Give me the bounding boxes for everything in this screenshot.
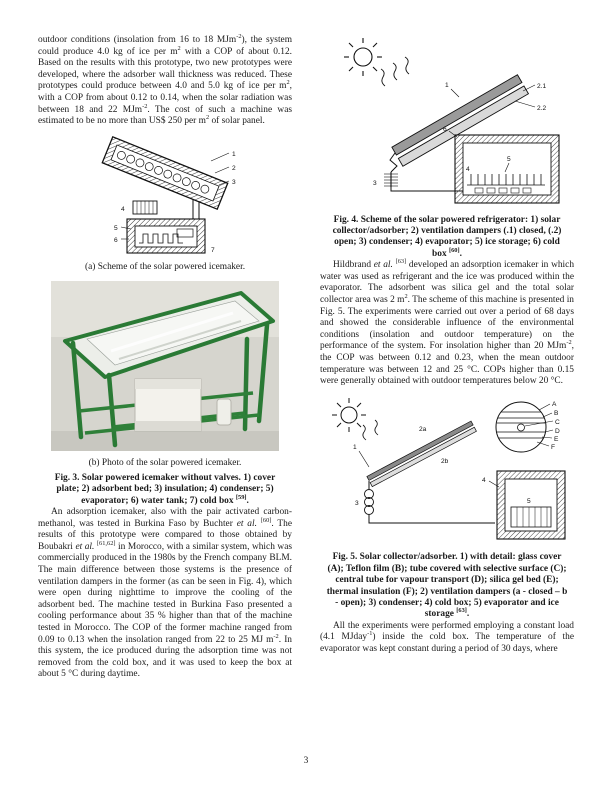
fig3a-label-4: 4 bbox=[121, 205, 125, 213]
fig4-label-1: 1 bbox=[445, 82, 449, 89]
fig4-caption: Fig. 4. Scheme of the solar powered refrigerator: 1) solar collector/adsorber; 2) ventilation dampers (.1) closed, (.2) open; 3) condenser; 4) evaporator; 5) ice storage; 6) cold box [60]. bbox=[332, 214, 562, 259]
paragraph-adsorption-icemaker: An adsorption icemaker, also with the pair activated carbon-methanol, was tested in Burkina Faso by Buchter et al. [60]. The results of this prototype were compared to those obtained by Boubakri et al. [61,62] in Morocco, with a similar system, which was commercially produced in the 1980s by the French company BLM. The main difference between those systems is the presence of ventilation dampers in the former (as can be seen in Fig. 4), which were open during nighttime to improve the cooling of the adsorbent bed. The machine tested in Burkina Faso presented a cooling performance about 35 % higher than that of the machine tested in Morocco. The COP of the former machine ranged from 0.09 to 0.13 when the insolation ranged from 22 to 25 MJ $m^{-2}$. In this system, the ice produced during the adsorption time was not removed from the cold box, and it was used to keep the box at about 5 °C during daytime. bbox=[38, 506, 292, 680]
figure-3a bbox=[38, 135, 292, 274]
fig3a-scheme-figure bbox=[81, 135, 249, 255]
fig4-label-6: 6 bbox=[443, 126, 447, 133]
page-number: 3 bbox=[303, 756, 309, 766]
fig5-label-B: B bbox=[553, 409, 558, 417]
detail-circle bbox=[496, 401, 560, 452]
cold-box bbox=[127, 219, 205, 253]
sun-icon bbox=[332, 398, 366, 432]
fig5-label-E: E bbox=[553, 435, 558, 443]
fig5-scheme-figure bbox=[325, 395, 570, 545]
fig5-caption: Fig. 5. Solar collector/adsorber. 1) with detail: glass cover (A); Teflon film (B); tube covered with selective surface (C); central tube for vapour transport (D); silica gel bed (E); thermal insulation (F); 2) ventilation dampers (a - closed – b - open); 3) condenser; 4) cold box; 5) evaporator and ice storage [63]. bbox=[326, 552, 568, 620]
fig3a-label-2: 2 bbox=[232, 164, 236, 172]
cold-box bbox=[497, 471, 565, 539]
caption-fig3b: (b) Photo of the solar powered icemaker. bbox=[88, 458, 242, 469]
fig3a-label-6: 6 bbox=[114, 236, 118, 244]
left-column bbox=[38, 32, 293, 681]
fig3a-label-3: 3 bbox=[232, 178, 236, 186]
cold-box-photo bbox=[135, 379, 201, 431]
figure-5 bbox=[320, 395, 574, 550]
fig4-label-5: 5 bbox=[507, 156, 511, 163]
paragraph-outdoor-conditions: outdoor conditions (insolation from 16 to 18 MJm$^{-2}$), the system could produce 4.0 kg of ice per $m^2$ with a COP of about 0.12. Based on the results with this prototype, two new prototypes were developed, where the adsorber wall thickness was reduced. These prototypes could produce between 4.0 and 5.0 kg of ice per $m^2$, with a COP from about 0.12 to 0.14, when the solar radiation was between 18 and 22 MJm$^{-2}$. The cost of such a machine was estimated to be no more than US$ 250 per $m^2$ of solar panel. bbox=[38, 32, 293, 127]
fig3-caption: Fig. 3. Solar powered icemaker without valves. 1) cover plate; 2) adsorbent bed; 3) insulation; 4) condenser; 5) evaporator; 6) water tank; 7) cold box [59]. bbox=[54, 472, 276, 506]
figure-3b bbox=[38, 281, 292, 470]
condenser bbox=[133, 201, 157, 214]
fig5-label-2a: 2a bbox=[418, 425, 426, 433]
fig4-label-4: 4 bbox=[466, 166, 470, 173]
fig5-label-C: C bbox=[554, 418, 560, 426]
fig3a-label-7: 7 bbox=[211, 246, 215, 254]
fig3b-photo-figure bbox=[51, 281, 279, 451]
small-vessel bbox=[217, 399, 231, 425]
condenser-coil bbox=[364, 481, 495, 523]
fig4-scheme-figure bbox=[327, 35, 567, 207]
figure-4 bbox=[320, 35, 574, 212]
paragraph-hildbrand: Hildbrand et al. [63] developed an adsorption icemaker in which water was used as refrigerant and the ice was produced within the evaporator. The adsorbent was silica gel and the total solar collector area was 2 $m^2$. The scheme of this machine is presented in Fig. 5. The experiments were carried out over a period of 68 days and showed the considerable influence of the environmental conditions (insolation and outdoor temperature) on the performance of the system. For insolation higher than 20 MJm$^{-2}$, the COP was between 0.12 and 0.23, when the mean outdoor temperature was between 12 and 25 °C. COPs higher than 0.15 were generally obtained with outdoor temperatures below 20 °C. bbox=[320, 258, 575, 387]
fig5-label-F: F bbox=[550, 443, 555, 451]
sun-icon bbox=[344, 38, 382, 76]
fig4-label-2-1: 2.1 bbox=[537, 83, 547, 90]
fig4-label-3: 3 bbox=[373, 180, 377, 187]
collector-adsorber bbox=[102, 137, 227, 209]
solar-rays bbox=[381, 57, 409, 86]
fig5-label-5: 5 bbox=[526, 497, 531, 505]
fig3a-label-5: 5 bbox=[114, 224, 118, 232]
fig5-label-D: D bbox=[554, 427, 560, 435]
fig3a-label-1: 1 bbox=[232, 150, 236, 158]
fig4-label-2-2: 2.2 bbox=[537, 105, 547, 112]
fig5-label-1: 1 bbox=[352, 443, 357, 451]
right-column bbox=[320, 35, 574, 656]
fig5-label-2b: 2b bbox=[440, 457, 448, 465]
fig5-label-A: A bbox=[551, 400, 556, 408]
caption-fig3a: (a) Scheme of the solar powered icemaker. bbox=[84, 262, 246, 273]
fig5-label-3: 3 bbox=[354, 499, 359, 507]
fig5-label-4: 4 bbox=[481, 476, 486, 484]
solar-rays bbox=[362, 420, 377, 440]
cold-box bbox=[455, 135, 559, 203]
paragraph-experiments: All the experiments were performed employing a constant load (4.1 MJday$^{-1}$) inside the cold box. The temperature of the evaporator was kept constant during a period of 30 days, where bbox=[320, 620, 574, 654]
